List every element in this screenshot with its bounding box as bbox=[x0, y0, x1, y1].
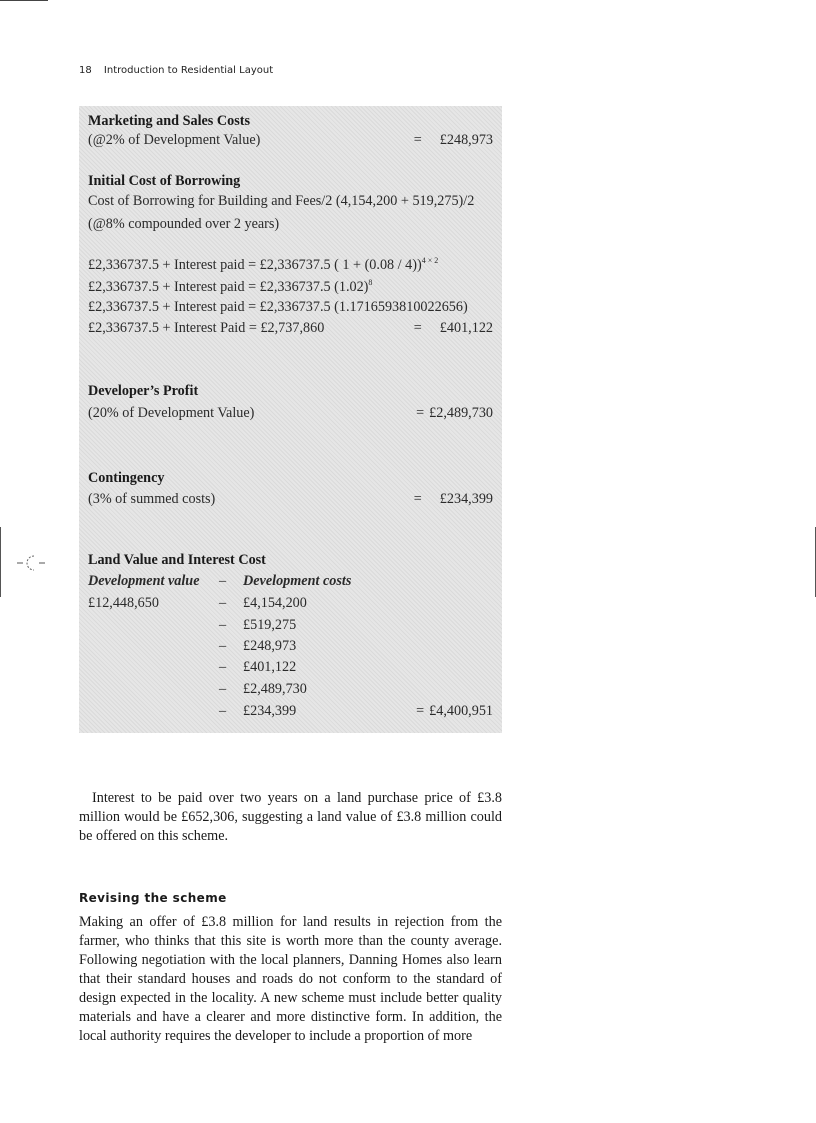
cost-item: £234,399 bbox=[243, 703, 297, 719]
minus-sign: – bbox=[219, 573, 227, 589]
contingency-total bbox=[414, 491, 493, 508]
borrowing-step-1 bbox=[88, 256, 438, 274]
profit-amount: £2,489,730 bbox=[429, 405, 493, 421]
development-costs-header: Development costs bbox=[243, 573, 352, 589]
equals-sign: = bbox=[416, 405, 425, 421]
minus-sign: – bbox=[219, 659, 227, 675]
marketing-amount: £248,973 bbox=[439, 132, 493, 148]
crop-mark-left bbox=[0, 527, 1, 597]
interest-paragraph: Interest to be paid over two years on a land purchase price of £3.8 million would be £652,306, suggesting a land value of £3.8 million could be offered on this scheme. bbox=[79, 790, 502, 844]
marketing-heading: Marketing and Sales Costs bbox=[88, 113, 250, 129]
borrowing-step-3: £2,336737.5 + Interest paid = £2,336737.5 (1.1716593810022656) bbox=[88, 299, 468, 315]
profit-total bbox=[416, 405, 493, 422]
cost-item: £401,122 bbox=[243, 659, 297, 675]
equals-sign: = bbox=[413, 320, 422, 336]
land-value-total bbox=[416, 703, 493, 720]
minus-sign: – bbox=[219, 617, 227, 633]
revising-paragraph: Making an offer of £3.8 million for land results in rejection from the farmer, who thinks that this site is worth more than the county average. Following negotiation with the local planners, Danning Homes also learn that their standard houses and roads do not conform to the standard of design expected in the locality. A new scheme must include better quality materials and have a clearer and more distinctive form. In addition, the local authority requires the developer to include a proportion of more bbox=[79, 914, 502, 1044]
calculation-box bbox=[79, 106, 502, 733]
profit-heading: Developer’s Profit bbox=[88, 383, 199, 399]
profit-basis: (20% of Development Value) bbox=[88, 405, 255, 421]
borrowing-step-4: £2,336737.5 + Interest Paid = £2,737,860 bbox=[88, 320, 325, 336]
land-value-result: £4,400,951 bbox=[429, 703, 493, 719]
section-heading: Revising the scheme bbox=[79, 891, 227, 905]
minus-sign: – bbox=[219, 595, 227, 611]
minus-sign: – bbox=[219, 681, 227, 697]
land-value-heading: Land Value and Interest Cost bbox=[88, 552, 266, 568]
marketing-basis: (@2% of Development Value) bbox=[88, 132, 261, 148]
borrowing-step-2 bbox=[88, 278, 372, 296]
borrowing-total bbox=[414, 320, 493, 337]
development-value-amount: £12,448,650 bbox=[88, 595, 159, 611]
equals-sign: = bbox=[413, 132, 422, 148]
page-number: 18 bbox=[79, 65, 92, 76]
borrowing-step-2-exponent: 8 bbox=[368, 278, 373, 287]
borrowing-rate: (@8% compounded over 2 years) bbox=[88, 216, 280, 232]
borrowing-step-1-text: £2,336737.5 + Interest paid = £2,336737.5 ( 1 + (0.08 / 4)) bbox=[88, 257, 422, 273]
borrowing-description: Cost of Borrowing for Building and Fees/2 (4,154,200 + 519,275)/2 bbox=[88, 193, 475, 209]
marketing-total bbox=[414, 132, 493, 149]
contingency-basis: (3% of summed costs) bbox=[88, 491, 216, 507]
running-head bbox=[79, 65, 273, 76]
borrowing-heading: Initial Cost of Borrowing bbox=[88, 173, 241, 189]
development-value-header: Development value bbox=[88, 573, 200, 589]
contingency-heading: Contingency bbox=[88, 470, 165, 486]
minus-sign: – bbox=[219, 638, 227, 654]
contingency-amount: £234,399 bbox=[439, 491, 493, 507]
borrowing-step-1-exponent: 4 × 2 bbox=[421, 256, 439, 265]
borrowing-amount: £401,122 bbox=[439, 320, 493, 336]
borrowing-step-2-text: £2,336737.5 + Interest paid = £2,336737.5 (1.02) bbox=[88, 279, 369, 295]
equals-sign: = bbox=[416, 703, 425, 719]
cost-item: £248,973 bbox=[243, 638, 297, 654]
crop-mark-top bbox=[0, 0, 48, 1]
cost-item: £2,489,730 bbox=[243, 681, 307, 697]
land-value-row bbox=[88, 595, 488, 612]
land-value-column-headers bbox=[88, 573, 488, 590]
registration-mark-icon bbox=[17, 551, 47, 575]
cost-item: £519,275 bbox=[243, 617, 297, 633]
minus-sign: – bbox=[219, 703, 227, 719]
running-head-title: Introduction to Residential Layout bbox=[103, 65, 274, 76]
equals-sign: = bbox=[413, 491, 422, 507]
cost-item: £4,154,200 bbox=[243, 595, 307, 611]
